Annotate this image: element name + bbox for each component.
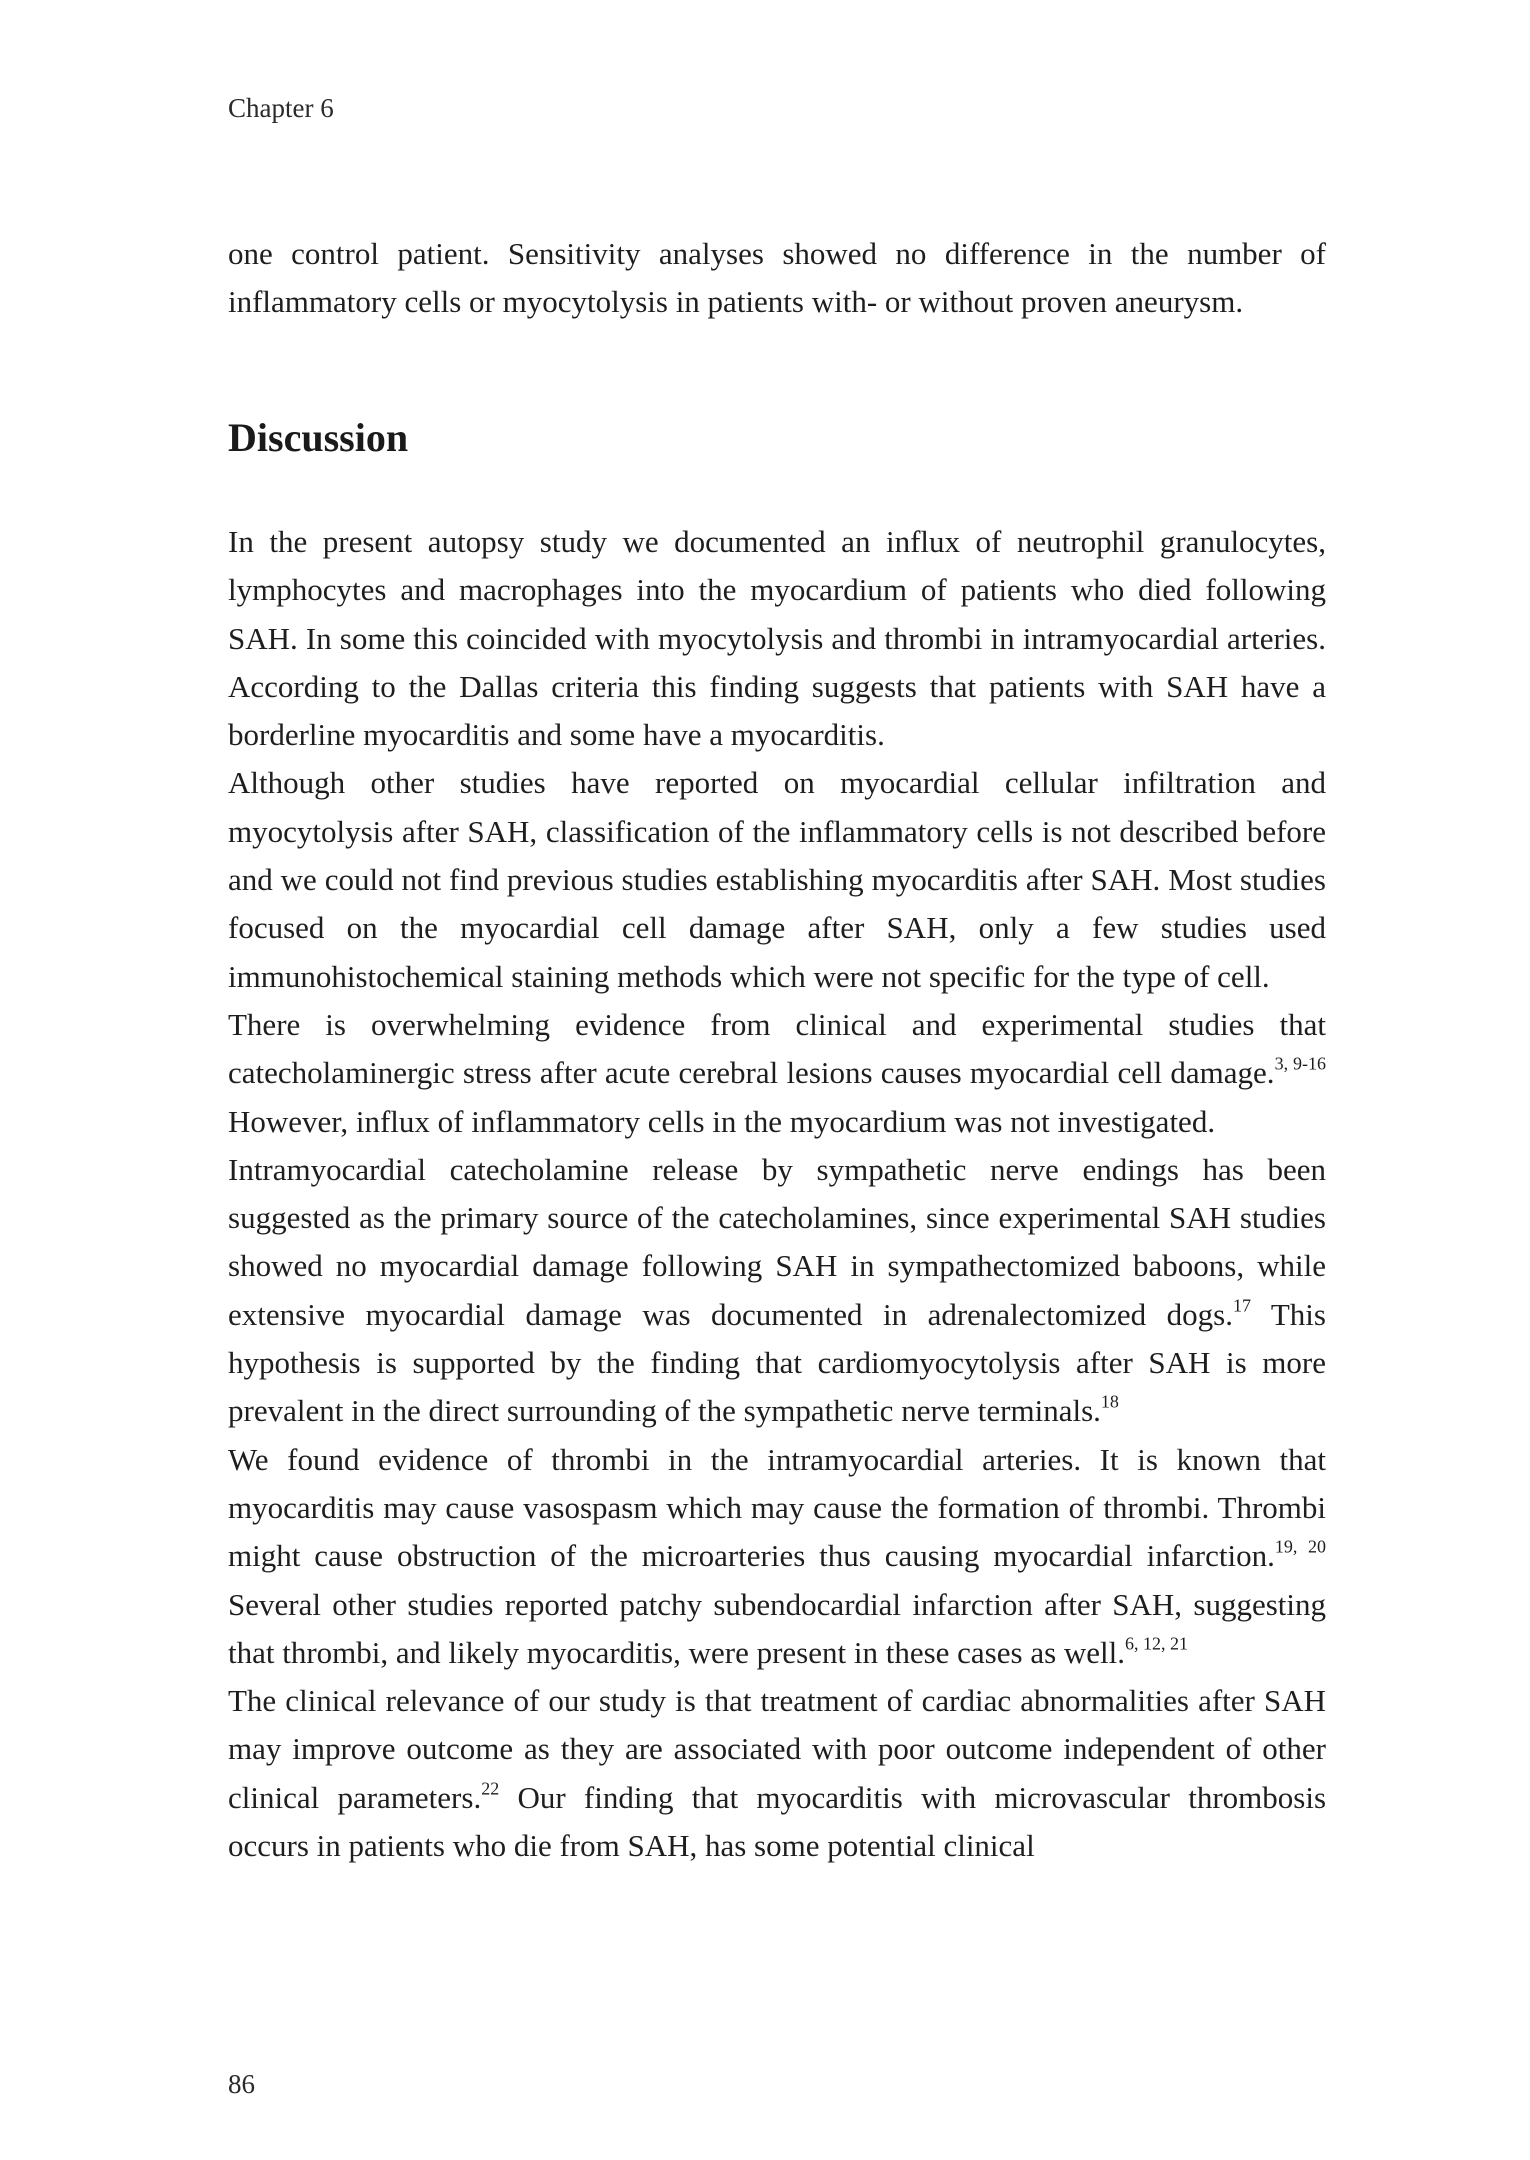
paragraph-5-text-b: Several other studies reported patchy subendocardial infarction after SAH, suggesting that thrombi, and likely myocarditis, were present in these cases as well. xyxy=(228,1586,1326,1670)
intro-paragraph: one control patient. Sensitivity analyses showed no difference in the number of inflammatory cells or myocytolysis in patients with- or without proven aneurysm. xyxy=(228,236,1326,320)
citation-ref: 17 xyxy=(1232,1295,1251,1316)
section-heading: Discussion xyxy=(228,415,409,460)
discussion-body xyxy=(228,518,1326,1870)
page-number: 86 xyxy=(228,2069,255,2099)
paragraph-6-text-b: Our finding that myocarditis with microvascular thrombosis occurs in patients who die from SAH, has some potential clinical xyxy=(228,1779,1327,1864)
paragraph-4-text-b: This hypothesis is supported by the finding that cardiomyocytolysis after SAH is more prevalent in the direct surrounding of the sympathetic nerve terminals. xyxy=(228,1296,1326,1429)
paragraph-3-text-a: There is overwhelming evidence from clinical and experimental studies that catecholaminergic stress after acute cerebral lesions causes myocardial cell damage. xyxy=(228,1006,1326,1091)
discussion-paragraph-6 xyxy=(228,1677,1326,1870)
paragraph-4-text-a: Intramyocardial catecholamine release by sympathetic nerve endings has been suggested as the primary source of the catecholamines, since experimental SAH studies showed no myocardial damage following SAH in sympathectomized baboons, while extensive myocardial damage was documented in adrenalectomized dogs. xyxy=(228,1151,1326,1332)
paragraph-5-text-a: We found evidence of thrombi in the intramyocardial arteries. It is known that myocarditis may cause vasospasm which may cause the formation of thrombi. Thrombi might cause obstruction of the microarteries thus causing myocardial infarction. xyxy=(228,1441,1326,1574)
running-head: Chapter 6 xyxy=(228,93,334,123)
discussion-paragraph-1: In the present autopsy study we documented an influx of neutrophil granulocytes, lymphocytes and macrophages into the myocardium of patients who died following SAH. In some this coincided with myocytolysis and thrombi in intramyocardial arteries. According to the Dallas criteria this finding suggests that patients with SAH have a borderline myocarditis and some have a myocarditis. xyxy=(228,524,1326,753)
citation-ref: 18 xyxy=(1100,1391,1119,1412)
discussion-paragraph-2: Although other studies have reported on myocardial cellular infiltration and myocytolysis after SAH, classification of the inflammatory cells is not described before and we could not find previous studies establishing myocarditis after SAH. Most studies focused on the myocardial cell damage after SAH, only a few studies used immunohistochemical staining methods which were not specific for the type of cell. xyxy=(228,765,1326,994)
citation-ref: 22 xyxy=(481,1778,500,1799)
paragraph-3-text-b: However, influx of inflammatory cells in the myocardium was not investigated. xyxy=(228,1103,1216,1139)
paragraph-6-text-a: The clinical relevance of our study is that treatment of cardiac abnormalities after SAH may improve outcome as they are associated with poor outcome independent of other clinical parameters. xyxy=(228,1683,1326,1815)
discussion-paragraph-4 xyxy=(228,1146,1326,1436)
discussion-paragraph-3 xyxy=(228,1001,1326,1146)
citation-ref: 3, 9-16 xyxy=(1274,1053,1326,1074)
citation-ref: 6, 12, 21 xyxy=(1125,1633,1189,1654)
citation-ref: 19, 20 xyxy=(1274,1536,1327,1557)
discussion-paragraph-5 xyxy=(228,1436,1326,1677)
intro-text-block xyxy=(228,230,1326,327)
